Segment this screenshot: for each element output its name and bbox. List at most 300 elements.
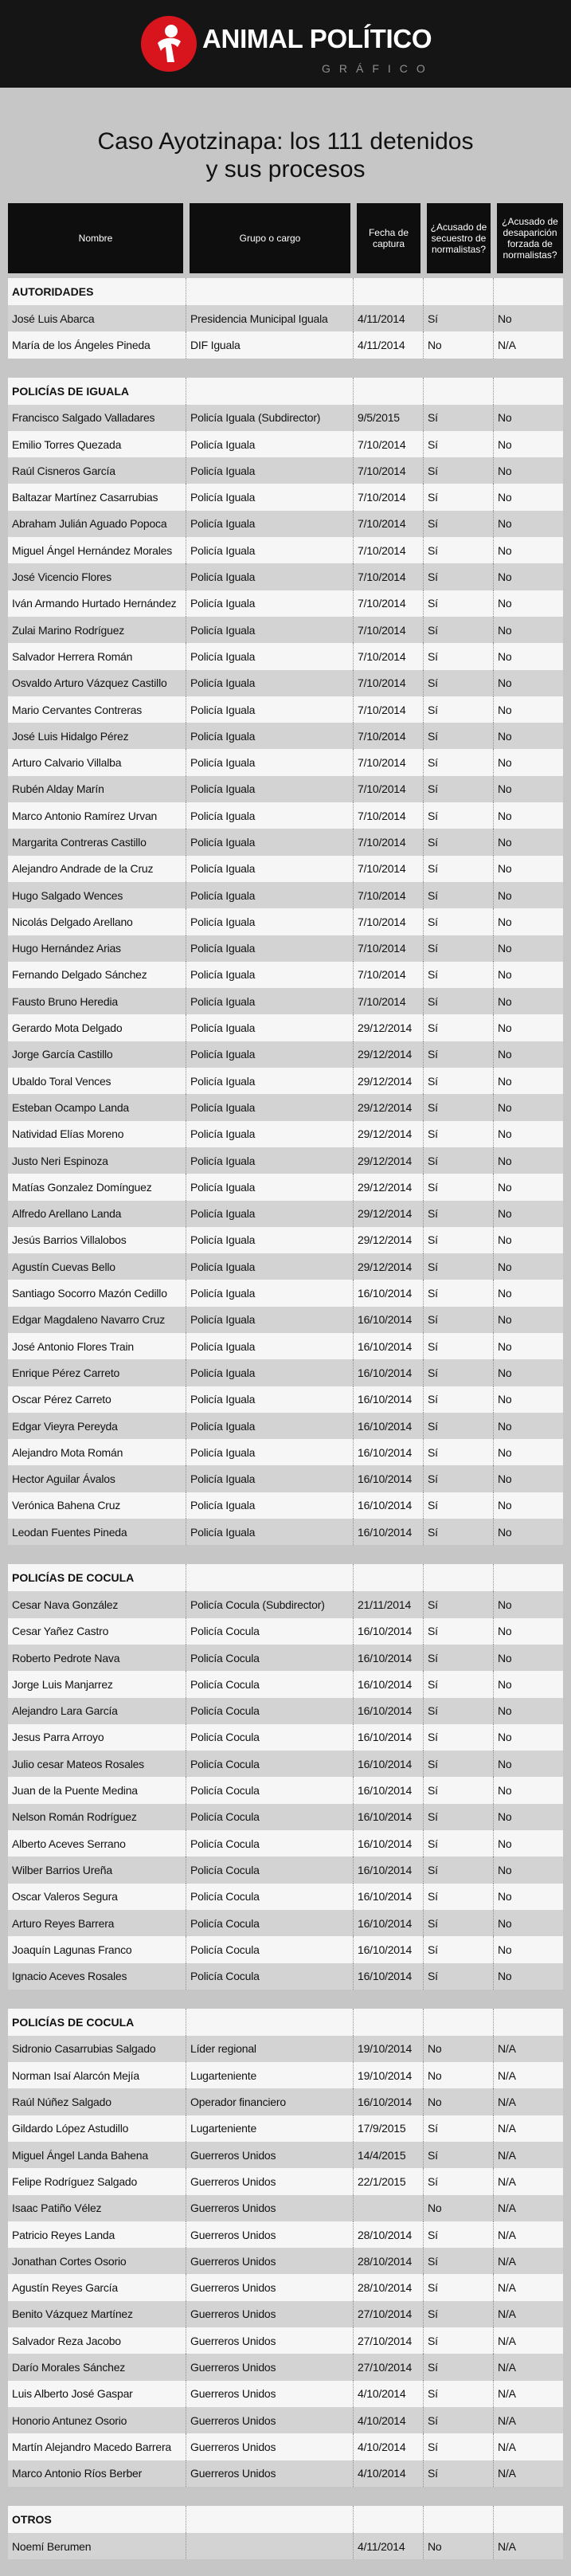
cell-nombre: Abraham Julián Aguado Popoca (8, 511, 186, 537)
cell-secuestro: Sí (424, 1963, 494, 1990)
table-row (8, 988, 563, 1014)
cell-secuestro: No (424, 2088, 494, 2115)
cell-secuestro: Sí (424, 1041, 494, 1068)
section-block (8, 1990, 563, 2036)
cell-desaparicion: N/A (498, 2387, 516, 2401)
section-block (8, 2487, 563, 2533)
cell-fecha: 29/12/2014 (354, 1041, 424, 1068)
cell-desaparicion: No (498, 1472, 512, 1486)
cell-grupo: Guerreros Unidos (186, 2301, 354, 2327)
cell-nombre: Francisco Salgado Valladares (8, 405, 186, 431)
cell-fecha: 4/11/2014 (354, 305, 424, 331)
cell-desaparicion: N/A (498, 2068, 516, 2082)
cell-desaparicion: N/A (498, 2334, 516, 2347)
table-row (8, 1671, 563, 1697)
cell-secuestro: Sí (424, 2354, 494, 2380)
cell-nombre: Marco Antonio Ríos Berber (8, 2460, 186, 2487)
cell-desaparicion: No (498, 1598, 512, 1611)
cell-grupo: Lugarteniente (186, 2115, 354, 2142)
cell-secuestro: Sí (424, 1201, 494, 1227)
cell-grupo: Policía Iguala (186, 1439, 354, 1465)
cell-fecha: 7/10/2014 (354, 776, 424, 802)
cell-desaparicion: No (498, 942, 512, 955)
section-heading-row (8, 2009, 563, 2036)
cell-desaparicion: No (498, 1154, 512, 1167)
cell-fecha: 7/10/2014 (354, 670, 424, 696)
cell-fecha: 29/12/2014 (354, 1253, 424, 1280)
table-row (8, 776, 563, 802)
table-row (8, 1147, 563, 1174)
cell-desaparicion: No (498, 1287, 512, 1300)
cell-nombre: Edgar Vieyra Pereyda (8, 1413, 186, 1439)
cell-desaparicion: No (498, 1445, 512, 1459)
cell-desaparicion: No (498, 312, 512, 325)
table-row (8, 696, 563, 723)
cell-fecha: 7/10/2014 (354, 882, 424, 908)
cell-nombre: Baltazar Martínez Casarrubias (8, 484, 186, 510)
cell-secuestro: Sí (424, 1147, 494, 1174)
cell-fecha: 28/10/2014 (354, 2221, 424, 2248)
cell-grupo: Policía Iguala (186, 1174, 354, 1200)
cell-fecha: 16/10/2014 (354, 1804, 424, 1830)
cell-fecha: 16/10/2014 (354, 1777, 424, 1803)
table-row (8, 2115, 563, 2142)
cell-nombre: Miguel Ángel Landa Bahena (8, 2142, 186, 2168)
table-row (8, 1698, 563, 1724)
cell-desaparicion: No (498, 968, 512, 982)
cell-secuestro: Sí (424, 988, 494, 1014)
col-header-desaparicion (497, 203, 563, 273)
table-row (8, 1910, 563, 1936)
cell-nombre: Natividad Elías Moreno (8, 1121, 186, 1147)
section-heading-cell (424, 378, 494, 405)
cell-fecha: 7/10/2014 (354, 696, 424, 723)
cell-secuestro: Sí (424, 1386, 494, 1413)
cell-nombre: Iván Armando Hurtado Hernández (8, 590, 186, 617)
cell-fecha: 7/10/2014 (354, 962, 424, 988)
cell-grupo: Policía Cocula (186, 1910, 354, 1936)
cell-fecha: 21/11/2014 (354, 1591, 424, 1617)
cell-secuestro: Sí (424, 1094, 494, 1120)
section-heading-cell (494, 278, 563, 305)
cell-secuestro: Sí (424, 696, 494, 723)
table-row (8, 484, 563, 510)
table-row (8, 1280, 563, 1306)
table-row (8, 723, 563, 749)
cell-secuestro: Sí (424, 1777, 494, 1803)
table-row (8, 1465, 563, 1492)
cell-desaparicion: N/A (498, 2307, 516, 2321)
table-row (8, 305, 563, 331)
cell-desaparicion: No (498, 1260, 512, 1273)
cell-fecha: 16/10/2014 (354, 1307, 424, 1333)
section-block (8, 273, 563, 305)
cell-fecha: 16/10/2014 (354, 1936, 424, 1962)
cell-grupo: Policía Cocula (186, 1645, 354, 1671)
cell-desaparicion: No (498, 994, 512, 1008)
col-header-fecha (357, 203, 420, 273)
cell-secuestro: Sí (424, 776, 494, 802)
section-heading-cell (354, 2009, 424, 2036)
table-row (8, 1041, 563, 1068)
section-heading: POLICÍAS DE COCULA (8, 1564, 186, 1591)
cell-fecha: 16/10/2014 (354, 1857, 424, 1883)
cell-fecha: 29/12/2014 (354, 1174, 424, 1200)
table-row (8, 2248, 563, 2274)
table-row (8, 1804, 563, 1830)
cell-grupo: Policía Cocula (186, 1884, 354, 1910)
cell-fecha: 28/10/2014 (354, 2274, 424, 2300)
col-header-line: Nombre (78, 233, 113, 244)
cell-desaparicion: No (498, 1207, 512, 1221)
cell-nombre: Zulai Marino Rodríguez (8, 617, 186, 643)
col-header-line: normalistas? (431, 244, 487, 255)
cell-grupo: Policía Cocula (186, 1963, 354, 1990)
cell-fecha: 16/10/2014 (354, 1618, 424, 1645)
cell-secuestro: Sí (424, 1724, 494, 1751)
table-row (8, 1724, 563, 1751)
cell-secuestro: Sí (424, 2433, 494, 2460)
cell-desaparicion: No (498, 1784, 512, 1798)
cell-desaparicion: No (498, 1757, 512, 1770)
cell-desaparicion: N/A (498, 2361, 516, 2374)
cell-fecha: 29/12/2014 (354, 1121, 424, 1147)
table-row (8, 908, 563, 935)
cell-desaparicion: No (498, 835, 512, 849)
cell-fecha: 7/10/2014 (354, 484, 424, 510)
cell-nombre: Matías Gonzalez Domínguez (8, 1174, 186, 1200)
col-header-line: ¿Acusado de (430, 222, 487, 233)
cell-secuestro: Sí (424, 643, 494, 669)
cell-grupo: Guerreros Unidos (186, 2274, 354, 2300)
table-row (8, 2221, 563, 2248)
cell-secuestro: Sí (424, 2248, 494, 2274)
cell-grupo: Policía Iguala (186, 1227, 354, 1253)
cell-grupo: Policía Cocula (186, 1751, 354, 1777)
cell-secuestro: Sí (424, 1618, 494, 1645)
cell-desaparicion: No (498, 1970, 512, 1983)
cell-nombre: Cesar Nava González (8, 1591, 186, 1617)
cell-desaparicion: No (498, 411, 512, 425)
section-block (8, 1545, 563, 1591)
cell-grupo: Policía Iguala (186, 1147, 354, 1174)
cell-secuestro: Sí (424, 1671, 494, 1697)
cell-secuestro: Sí (424, 405, 494, 431)
cell-fecha: 29/12/2014 (354, 1227, 424, 1253)
cell-nombre: Esteban Ocampo Landa (8, 1094, 186, 1120)
header-bar (0, 0, 571, 88)
section-heading-cell (186, 2009, 354, 2036)
section-spacer (8, 2487, 563, 2506)
cell-secuestro: Sí (424, 1068, 494, 1094)
col-header-line: Grupo o cargo (239, 233, 301, 244)
cell-secuestro: Sí (424, 617, 494, 643)
cell-nombre: Arturo Calvario Villalba (8, 749, 186, 775)
section-heading-row (8, 2506, 563, 2533)
cell-nombre: Rubén Alday Marín (8, 776, 186, 802)
cell-grupo: Policía Iguala (186, 590, 354, 617)
cell-secuestro: Sí (424, 749, 494, 775)
cell-desaparicion: No (498, 1313, 512, 1327)
section-heading-cell (494, 378, 563, 405)
cell-grupo: Policía Iguala (186, 511, 354, 537)
col-header-line: forzada de (507, 238, 553, 249)
cell-secuestro: Sí (424, 1645, 494, 1671)
cell-fecha: 7/10/2014 (354, 988, 424, 1014)
cell-desaparicion: No (498, 570, 512, 584)
cell-desaparicion: No (498, 1651, 512, 1664)
table-row (8, 749, 563, 775)
cell-desaparicion: N/A (498, 2440, 516, 2453)
cell-grupo: Policía Iguala (186, 670, 354, 696)
cell-nombre: Norman Isaí Alarcón Mejía (8, 2062, 186, 2088)
cell-secuestro: Sí (424, 935, 494, 962)
cell-nombre: Enrique Pérez Carreto (8, 1359, 186, 1386)
cell-fecha: 29/12/2014 (354, 1201, 424, 1227)
section-heading-cell (494, 1564, 563, 1591)
cell-nombre: Alejandro Lara García (8, 1698, 186, 1724)
cell-nombre: Alejandro Andrade de la Cruz (8, 856, 186, 882)
table-row (8, 617, 563, 643)
cell-secuestro: No (424, 2062, 494, 2088)
table-row (8, 670, 563, 696)
cell-nombre: José Luis Abarca (8, 305, 186, 331)
table-row (8, 2407, 563, 2433)
table-row (8, 2533, 563, 2559)
table-row (8, 829, 563, 855)
col-header-grupo (190, 203, 350, 273)
cell-desaparicion: No (498, 1048, 512, 1061)
cell-desaparicion: No (498, 1890, 512, 1904)
cell-fecha: 4/10/2014 (354, 2433, 424, 2460)
cell-desaparicion: No (498, 1127, 512, 1141)
cell-fecha: 7/10/2014 (354, 829, 424, 855)
cell-nombre: Agustín Cuevas Bello (8, 1253, 186, 1280)
section-heading-cell (354, 378, 424, 405)
cell-desaparicion: No (498, 649, 512, 663)
cell-nombre: Jorge García Castillo (8, 1041, 186, 1068)
cell-nombre: Oscar Pérez Carreto (8, 1386, 186, 1413)
table-row (8, 2301, 563, 2327)
cell-grupo: Policía Iguala (186, 617, 354, 643)
cell-desaparicion: No (498, 1100, 512, 1114)
table-row (8, 1014, 563, 1041)
cell-secuestro: No (424, 331, 494, 358)
cell-fecha: 7/10/2014 (354, 537, 424, 563)
cell-desaparicion: N/A (498, 2148, 516, 2162)
cell-secuestro: Sí (424, 563, 494, 590)
cell-grupo: Policía Iguala (186, 431, 354, 457)
cell-desaparicion: N/A (498, 2174, 516, 2188)
cell-fecha: 16/10/2014 (354, 1439, 424, 1465)
cell-grupo: Policía Iguala (186, 749, 354, 775)
section-heading-cell (354, 278, 424, 305)
cell-nombre: Fausto Bruno Heredia (8, 988, 186, 1014)
cell-desaparicion: No (498, 1366, 512, 1379)
table-body (8, 273, 563, 2559)
cell-grupo: Operador financiero (186, 2088, 354, 2115)
cell-grupo: Policía Cocula (186, 1671, 354, 1697)
cell-nombre: Justo Neri Espinoza (8, 1147, 186, 1174)
section-spacer (8, 1990, 563, 2009)
page-title-line-1: Caso Ayotzinapa: los 111 detenidos (97, 128, 474, 155)
cell-grupo: Policía Cocula (186, 1857, 354, 1883)
cell-grupo: Policía Iguala (186, 1359, 354, 1386)
cell-secuestro: Sí (424, 856, 494, 882)
cell-nombre: Miguel Ángel Hernández Morales (8, 537, 186, 563)
cell-secuestro: Sí (424, 829, 494, 855)
table-row (8, 1857, 563, 1883)
cell-fecha: 27/10/2014 (354, 2301, 424, 2327)
cell-grupo: Policía Iguala (186, 563, 354, 590)
cell-desaparicion: No (498, 1233, 512, 1247)
cell-nombre: Felipe Rodríguez Salgado (8, 2168, 186, 2194)
cell-secuestro: Sí (424, 1227, 494, 1253)
cell-nombre: Joaquín Lagunas Franco (8, 1936, 186, 1962)
cell-grupo: Guerreros Unidos (186, 2460, 354, 2487)
cell-desaparicion: N/A (498, 2228, 516, 2241)
cell-grupo: Policía Iguala (186, 908, 354, 935)
cell-secuestro: Sí (424, 2142, 494, 2168)
section-heading-cell (424, 1564, 494, 1591)
col-header-line: captura (372, 238, 405, 249)
cell-secuestro: Sí (424, 1439, 494, 1465)
table-row (8, 1386, 563, 1413)
cell-grupo (186, 2533, 354, 2559)
cell-nombre: Raúl Cisneros García (8, 457, 186, 484)
cell-grupo: Policía Iguala (186, 802, 354, 829)
cell-grupo: Policía Iguala (186, 643, 354, 669)
cell-nombre: Patricio Reyes Landa (8, 2221, 186, 2248)
table-row (8, 2327, 563, 2354)
cell-desaparicion: N/A (498, 2096, 516, 2109)
cell-fecha: 7/10/2014 (354, 802, 424, 829)
table-row (8, 431, 563, 457)
cell-secuestro: Sí (424, 2381, 494, 2407)
cell-secuestro: Sí (424, 1333, 494, 1359)
cell-desaparicion: No (498, 1704, 512, 1718)
cell-grupo: Policía Iguala (186, 935, 354, 962)
cell-grupo: Policía Iguala (186, 1333, 354, 1359)
table-row (8, 1174, 563, 1200)
cell-desaparicion: No (498, 1625, 512, 1638)
cell-secuestro: Sí (424, 1830, 494, 1857)
table-row (8, 1439, 563, 1465)
cell-grupo: Lugarteniente (186, 2062, 354, 2088)
cell-secuestro: Sí (424, 1174, 494, 1200)
cell-grupo: Policía Iguala (186, 882, 354, 908)
cell-desaparicion: No (498, 1525, 512, 1539)
cell-nombre: Julio cesar Mateos Rosales (8, 1751, 186, 1777)
cell-grupo: Presidencia Municipal Iguala (186, 305, 354, 331)
cell-fecha: 16/10/2014 (354, 1671, 424, 1697)
cell-fecha: 16/10/2014 (354, 1359, 424, 1386)
cell-nombre: Nicolás Delgado Arellano (8, 908, 186, 935)
cell-fecha: 16/10/2014 (354, 1465, 424, 1492)
table-row (8, 1777, 563, 1803)
cell-fecha: 7/10/2014 (354, 908, 424, 935)
cell-secuestro: Sí (424, 1936, 494, 1962)
cell-fecha: 7/10/2014 (354, 856, 424, 882)
cell-fecha: 7/10/2014 (354, 723, 424, 749)
cell-secuestro: Sí (424, 962, 494, 988)
section-heading-row (8, 1564, 563, 1591)
table-row (8, 1227, 563, 1253)
cell-grupo: Policía Iguala (186, 1094, 354, 1120)
cell-secuestro: Sí (424, 1307, 494, 1333)
cell-secuestro: Sí (424, 1591, 494, 1617)
cell-nombre: Margarita Contreras Castillo (8, 829, 186, 855)
cell-desaparicion: N/A (498, 2122, 516, 2135)
cell-grupo: Policía Iguala (186, 1068, 354, 1094)
table-row (8, 511, 563, 537)
cell-secuestro: Sí (424, 590, 494, 617)
cell-nombre: José Antonio Flores Train (8, 1333, 186, 1359)
table-row (8, 2142, 563, 2168)
cell-desaparicion: No (498, 1916, 512, 1930)
section-heading-cell (354, 1564, 424, 1591)
cell-desaparicion: No (498, 1180, 512, 1194)
cell-nombre: Jesús Barrios Villalobos (8, 1227, 186, 1253)
cell-grupo: Policía Iguala (186, 1041, 354, 1068)
section-spacer (8, 1545, 563, 1564)
cell-desaparicion: No (498, 464, 512, 477)
cell-secuestro: Sí (424, 1359, 494, 1386)
table-row (8, 1413, 563, 1439)
cell-grupo: Policía Cocula (186, 1618, 354, 1645)
table-row (8, 1333, 563, 1359)
cell-secuestro: Sí (424, 1014, 494, 1041)
cell-nombre: Leodan Fuentes Pineda (8, 1519, 186, 1545)
cell-grupo: Policía Cocula (186, 1830, 354, 1857)
col-header-line: normalistas? (503, 249, 557, 261)
cell-secuestro: Sí (424, 723, 494, 749)
cell-nombre: Roberto Pedrote Nava (8, 1645, 186, 1671)
cell-grupo: Policía Iguala (186, 696, 354, 723)
cell-secuestro: Sí (424, 484, 494, 510)
cell-desaparicion: No (498, 1074, 512, 1088)
cell-grupo: Guerreros Unidos (186, 2168, 354, 2194)
cell-nombre: Nelson Román Rodríguez (8, 1804, 186, 1830)
cell-grupo: Guerreros Unidos (186, 2195, 354, 2221)
cell-fecha: 29/12/2014 (354, 1068, 424, 1094)
cell-nombre: Salvador Herrera Román (8, 643, 186, 669)
cell-grupo: Policía Iguala (186, 829, 354, 855)
cell-nombre: Alfredo Arellano Landa (8, 1201, 186, 1227)
cell-grupo: Guerreros Unidos (186, 2433, 354, 2460)
cell-nombre: María de los Ángeles Pineda (8, 331, 186, 358)
cell-grupo: Policía Iguala (186, 1386, 354, 1413)
section-heading-cell (186, 278, 354, 305)
section-heading-row (8, 378, 563, 405)
cell-grupo: Policía Iguala (186, 1201, 354, 1227)
cell-secuestro: Sí (424, 1751, 494, 1777)
table-row (8, 962, 563, 988)
cell-desaparicion: No (498, 517, 512, 531)
cell-fecha: 29/12/2014 (354, 1147, 424, 1174)
cell-grupo: DIF Iguala (186, 331, 354, 358)
cell-nombre: Jorge Luis Manjarrez (8, 1671, 186, 1697)
section-heading-cell (186, 378, 354, 405)
cell-grupo: Policía Cocula (186, 1936, 354, 1962)
table-row (8, 1519, 563, 1545)
cell-secuestro: Sí (424, 1280, 494, 1306)
cell-fecha: 16/10/2014 (354, 1830, 424, 1857)
table-row (8, 802, 563, 829)
cell-secuestro: Sí (424, 2327, 494, 2354)
table-row (8, 1963, 563, 1990)
cell-nombre: Jesus Parra Arroyo (8, 1724, 186, 1751)
